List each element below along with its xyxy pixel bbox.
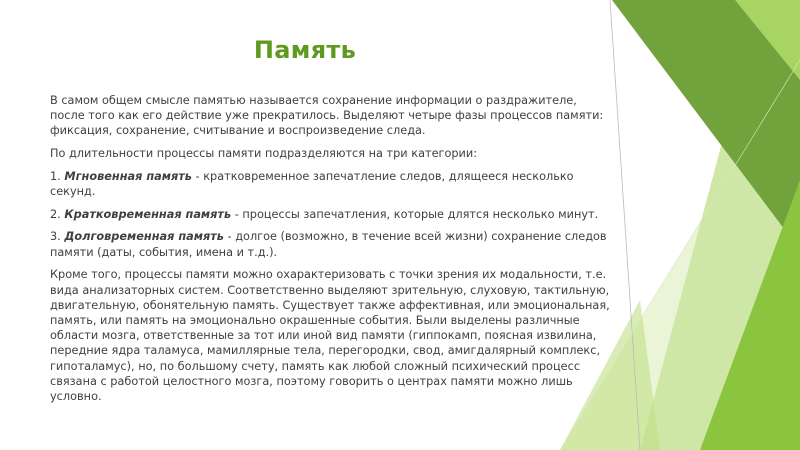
paragraph-categories: По длительности процессы памяти подразделяются на три категории: xyxy=(50,147,478,161)
paragraph-modality: Кроме того, процессы памяти можно охарактеризовать с точки зрения их модальности, т.е. вида анализаторных систем. Соответственно выделяют зрительную, слуховую, тактильную, двигательную, обонятельную память. Существует также аффективная, или эмоциональная, память, или память на эмоционально окрашенные события. Были выделены различные области мозга, ответственные за тот или иной вид памяти (гиппокамп, поясная извилина, передние ядра таламуса, мамиллярные тела, перегородки, свод, амигдалярный комплекс, гипоталамус), но, по большому счету, память как любой сложный психический процесс связана с работой целостного мозга, поэтому говорить о центрах памяти можно лишь условно. xyxy=(50,268,610,403)
slide-title: Память xyxy=(253,36,357,64)
list-item-short-term-memory xyxy=(50,207,610,222)
list-item-instant-memory xyxy=(50,169,610,199)
term-description: - процессы запечатления, которые длятся несколько минут. xyxy=(231,207,599,221)
term-long-term-memory: Долговременная память xyxy=(64,230,224,244)
term-instant-memory: Мгновенная память xyxy=(64,169,192,183)
term-description: - долгое (возможно, в течение всей жизни) сохранение следов памяти (даты, события, имена и т.д.). xyxy=(50,230,607,259)
paragraph-intro: В самом общем смысле памятью называется сохранение информации о раздражителе, после того как его действие уже прекратилось. Выделяют четыре фазы процессов памяти: фиксация, сохранение, считывание и воспроизведение следа. xyxy=(50,94,604,138)
list-number: 3. xyxy=(50,230,65,244)
list-number: 2. xyxy=(50,207,65,221)
term-description: - кратковременное запечатление следов, длящееся несколько секунд. xyxy=(50,169,574,199)
list-number: 1. xyxy=(50,169,65,183)
slide-body xyxy=(50,93,610,412)
term-short-term-memory: Кратковременная память xyxy=(64,207,232,221)
list-item-long-term-memory xyxy=(50,229,610,259)
